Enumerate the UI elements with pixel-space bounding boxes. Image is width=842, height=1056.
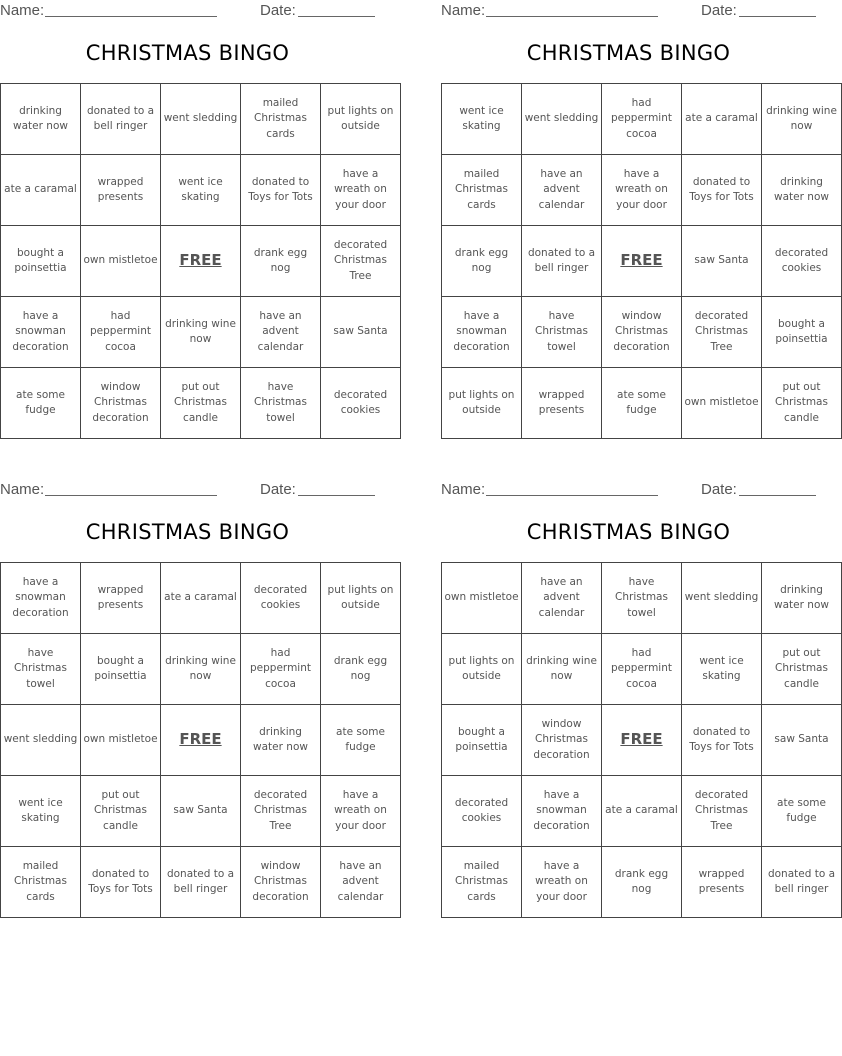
bingo-cell: have a wreath on your door: [321, 776, 401, 847]
bingo-cell: drinking water now: [241, 705, 321, 776]
date-blank-line: [739, 16, 816, 17]
bingo-grid: [441, 562, 842, 918]
bingo-cell: went ice skating: [682, 634, 762, 705]
bingo-cell: have an advent calendar: [321, 847, 401, 918]
name-label: Name:: [441, 481, 486, 498]
bingo-cell: put out Christmas candle: [762, 368, 842, 439]
name-blank-line: [45, 495, 217, 496]
bingo-cell: have a snowman decoration: [442, 297, 522, 368]
bingo-cell: decorated cookies: [762, 226, 842, 297]
bingo-cell: donated to Toys for Tots: [241, 155, 321, 226]
bingo-cell: put lights on outside: [321, 563, 401, 634]
bingo-cell: saw Santa: [682, 226, 762, 297]
bingo-cell: ate a caramal: [602, 776, 682, 847]
free-space: FREE: [161, 705, 241, 776]
name-blank-line: [45, 16, 217, 17]
bingo-cell: drank egg nog: [321, 634, 401, 705]
bingo-cell: own mistletoe: [442, 563, 522, 634]
bingo-cell: had peppermint cocoa: [81, 297, 161, 368]
bingo-cell: have a snowman decoration: [1, 297, 81, 368]
bingo-cell: drinking wine now: [161, 297, 241, 368]
bingo-cell: ate a caramal: [682, 84, 762, 155]
name-label: Name:: [0, 481, 45, 498]
bingo-cell: wrapped presents: [682, 847, 762, 918]
bingo-row: [442, 634, 842, 705]
card-title: CHRISTMAS BINGO: [526, 520, 731, 544]
bingo-cell: put lights on outside: [442, 368, 522, 439]
bingo-row: [1, 297, 401, 368]
bingo-row: [1, 634, 401, 705]
bingo-row: [1, 563, 401, 634]
bingo-cell: went sledding: [522, 84, 602, 155]
bingo-row: [1, 226, 401, 297]
bingo-cell: bought a poinsettia: [762, 297, 842, 368]
bingo-cell: own mistletoe: [81, 226, 161, 297]
bingo-cell: ate some fudge: [602, 368, 682, 439]
bingo-cell: donated to Toys for Tots: [682, 155, 762, 226]
date-label: Date:: [260, 481, 296, 498]
date-blank-line: [739, 495, 816, 496]
bingo-cell: ate some fudge: [1, 368, 81, 439]
name-blank-line: [486, 16, 658, 17]
bingo-cell: drank egg nog: [442, 226, 522, 297]
bingo-grid: [441, 83, 842, 439]
bingo-cell: have a wreath on your door: [522, 847, 602, 918]
date-blank-line: [298, 16, 375, 17]
bingo-row: [442, 226, 842, 297]
date-label: Date:: [260, 2, 296, 19]
bingo-cell: went sledding: [161, 84, 241, 155]
bingo-row: [1, 705, 401, 776]
free-space: FREE: [602, 226, 682, 297]
name-label: Name:: [441, 2, 486, 19]
bingo-cell: decorated cookies: [241, 563, 321, 634]
bingo-cell: had peppermint cocoa: [602, 634, 682, 705]
bingo-cell: have an advent calendar: [522, 563, 602, 634]
bingo-cell: ate some fudge: [321, 705, 401, 776]
bingo-cell: donated to a bell ringer: [762, 847, 842, 918]
bingo-cell: bought a poinsettia: [81, 634, 161, 705]
bingo-cell: donated to a bell ringer: [81, 84, 161, 155]
name-date-header: [0, 479, 375, 499]
bingo-cell: drinking wine now: [161, 634, 241, 705]
bingo-row: [1, 84, 401, 155]
bingo-cell: drinking wine now: [522, 634, 602, 705]
bingo-cell: window Christmas decoration: [241, 847, 321, 918]
card-title: CHRISTMAS BINGO: [526, 41, 731, 65]
bingo-row: [1, 155, 401, 226]
card-title: CHRISTMAS BINGO: [85, 520, 290, 544]
bingo-cell: ate a caramal: [1, 155, 81, 226]
bingo-cell: drinking wine now: [762, 84, 842, 155]
bingo-cell: saw Santa: [762, 705, 842, 776]
bingo-cell: window Christmas decoration: [602, 297, 682, 368]
name-date-header: [441, 479, 816, 499]
bingo-cell: window Christmas decoration: [522, 705, 602, 776]
name-date-header: [0, 0, 375, 20]
bingo-cell: had peppermint cocoa: [241, 634, 321, 705]
bingo-cell: decorated Christmas Tree: [682, 297, 762, 368]
bingo-cell: saw Santa: [161, 776, 241, 847]
bingo-cell: drinking water now: [762, 155, 842, 226]
bingo-cell: have Christmas towel: [241, 368, 321, 439]
bingo-cell: put lights on outside: [442, 634, 522, 705]
bingo-cell: mailed Christmas cards: [442, 155, 522, 226]
name-blank-line: [486, 495, 658, 496]
bingo-cell: have a snowman decoration: [522, 776, 602, 847]
bingo-cell: bought a poinsettia: [1, 226, 81, 297]
bingo-row: [442, 847, 842, 918]
bingo-cell: wrapped presents: [81, 563, 161, 634]
bingo-cell: donated to a bell ringer: [161, 847, 241, 918]
bingo-grid: [0, 562, 401, 918]
bingo-cell: window Christmas decoration: [81, 368, 161, 439]
bingo-cell: went sledding: [682, 563, 762, 634]
bingo-cell: saw Santa: [321, 297, 401, 368]
bingo-cell: have a wreath on your door: [602, 155, 682, 226]
bingo-cell: donated to Toys for Tots: [81, 847, 161, 918]
bingo-cell: put out Christmas candle: [81, 776, 161, 847]
bingo-row: [442, 84, 842, 155]
bingo-cell: own mistletoe: [81, 705, 161, 776]
bingo-cell: wrapped presents: [81, 155, 161, 226]
bingo-row: [1, 776, 401, 847]
name-label: Name:: [0, 2, 45, 19]
date-label: Date:: [701, 2, 737, 19]
bingo-cell: drank egg nog: [602, 847, 682, 918]
bingo-cell: ate a caramal: [161, 563, 241, 634]
bingo-cell: drank egg nog: [241, 226, 321, 297]
bingo-cell: donated to Toys for Tots: [682, 705, 762, 776]
bingo-cell: own mistletoe: [682, 368, 762, 439]
bingo-cell: decorated cookies: [321, 368, 401, 439]
bingo-cell: have Christmas towel: [602, 563, 682, 634]
bingo-row: [1, 847, 401, 918]
bingo-cell: went sledding: [1, 705, 81, 776]
bingo-cell: have Christmas towel: [522, 297, 602, 368]
free-space: FREE: [602, 705, 682, 776]
bingo-cell: drinking water now: [1, 84, 81, 155]
bingo-row: [442, 563, 842, 634]
bingo-row: [442, 155, 842, 226]
bingo-cell: have a wreath on your door: [321, 155, 401, 226]
bingo-cell: put lights on outside: [321, 84, 401, 155]
bingo-row: [442, 705, 842, 776]
bingo-cell: decorated cookies: [442, 776, 522, 847]
name-date-header: [441, 0, 816, 20]
bingo-cell: have an advent calendar: [522, 155, 602, 226]
date-blank-line: [298, 495, 375, 496]
bingo-cell: put out Christmas candle: [161, 368, 241, 439]
bingo-cell: bought a poinsettia: [442, 705, 522, 776]
bingo-cell: mailed Christmas cards: [442, 847, 522, 918]
bingo-cell: mailed Christmas cards: [241, 84, 321, 155]
bingo-row: [442, 368, 842, 439]
bingo-cell: donated to a bell ringer: [522, 226, 602, 297]
date-label: Date:: [701, 481, 737, 498]
bingo-cell: have a snowman decoration: [1, 563, 81, 634]
bingo-cell: mailed Christmas cards: [1, 847, 81, 918]
bingo-cell: had peppermint cocoa: [602, 84, 682, 155]
bingo-cell: decorated Christmas Tree: [682, 776, 762, 847]
bingo-cell: have an advent calendar: [241, 297, 321, 368]
bingo-cell: put out Christmas candle: [762, 634, 842, 705]
bingo-cell: decorated Christmas Tree: [321, 226, 401, 297]
bingo-cell: went ice skating: [1, 776, 81, 847]
bingo-cell: ate some fudge: [762, 776, 842, 847]
bingo-grid: [0, 83, 401, 439]
bingo-cell: wrapped presents: [522, 368, 602, 439]
bingo-row: [1, 368, 401, 439]
free-space: FREE: [161, 226, 241, 297]
bingo-cell: went ice skating: [442, 84, 522, 155]
bingo-row: [442, 776, 842, 847]
bingo-cell: have Christmas towel: [1, 634, 81, 705]
bingo-cell: went ice skating: [161, 155, 241, 226]
bingo-cell: decorated Christmas Tree: [241, 776, 321, 847]
bingo-cell: drinking water now: [762, 563, 842, 634]
bingo-row: [442, 297, 842, 368]
card-title: CHRISTMAS BINGO: [85, 41, 290, 65]
